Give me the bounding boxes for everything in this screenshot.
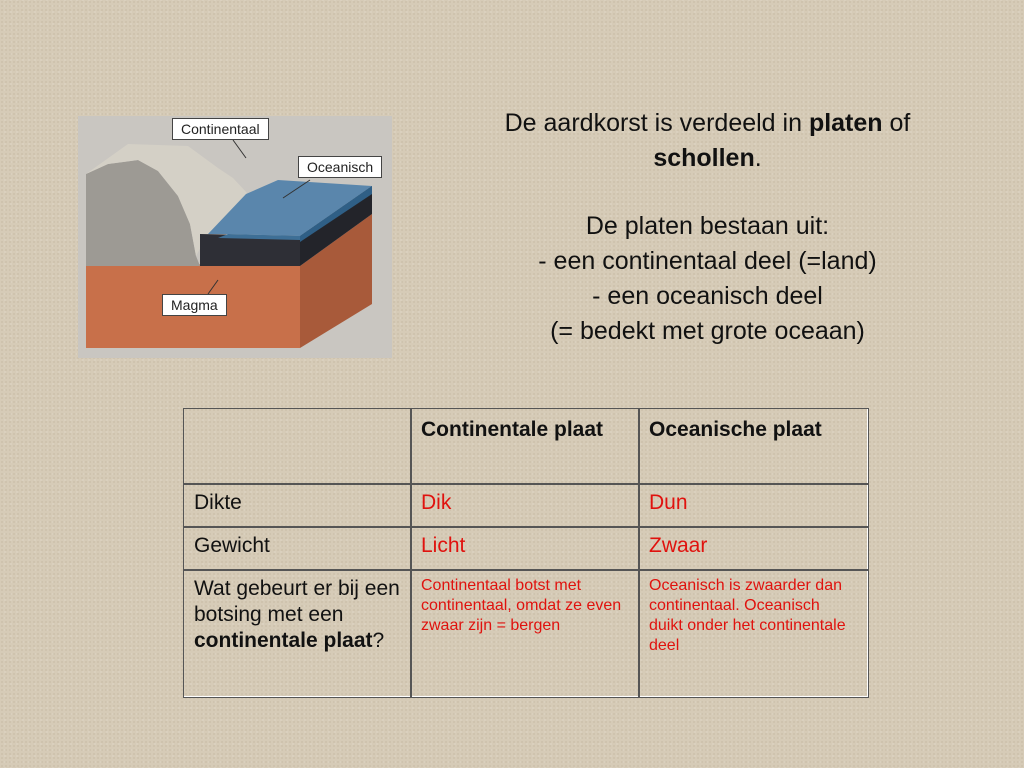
question-text-pre: Wat gebeurt er bij een botsing met een (194, 577, 400, 626)
sub-item-ocean-note: (= bedekt met grote oceaan) (550, 317, 865, 345)
heading-text-post: of (882, 109, 911, 137)
cell-continental-collision: Continentaal botst met continentaal, omdat ze even zwaar zijn = bergen (411, 570, 639, 697)
heading-line-2 (440, 141, 975, 176)
header-continental: Continentale plaat (411, 409, 639, 484)
heading-bold-platen: platen (808, 109, 883, 137)
oceanic-label: Oceanisch (298, 156, 382, 178)
sub-intro: De platen bestaan uit: (585, 212, 830, 240)
cell-continental-weight: Licht (411, 527, 639, 570)
magma-label: Magma (162, 294, 227, 316)
cell-continental-thickness: Dik (411, 484, 639, 527)
plate-illustration (78, 116, 392, 358)
sub-item-oceanic: - een oceanisch deel (592, 282, 823, 310)
row-label-collision-question (184, 570, 411, 697)
table-row (184, 527, 868, 570)
plate-diagram (78, 116, 392, 358)
heading-text-pre: De aardkorst is verdeeld in (504, 109, 809, 137)
comparison-table (183, 408, 868, 697)
heading-line-1 (440, 106, 975, 141)
sub-item-continental: - een continentaal deel (=land) (538, 247, 877, 275)
cell-oceanic-thickness: Dun (639, 484, 868, 527)
row-label-weight: Gewicht (184, 527, 411, 570)
row-label-thickness: Dikte (184, 484, 411, 527)
table-header-row (184, 409, 868, 484)
heading-period: . (754, 144, 762, 172)
question-mark: ? (372, 629, 385, 652)
table-row (184, 570, 868, 697)
header-oceanic: Oceanische plaat (639, 409, 868, 484)
continental-label: Continentaal (172, 118, 269, 140)
cell-oceanic-weight: Zwaar (639, 527, 868, 570)
header-empty (184, 409, 411, 484)
heading-bold-schollen: schollen (653, 144, 755, 172)
question-bold: continentale plaat (194, 629, 373, 652)
table-row (184, 484, 868, 527)
slide-text (440, 106, 975, 349)
cell-oceanic-collision: Oceanisch is zwaarder dan continentaal. Oceanisch duikt onder het continentale deel (639, 570, 868, 697)
